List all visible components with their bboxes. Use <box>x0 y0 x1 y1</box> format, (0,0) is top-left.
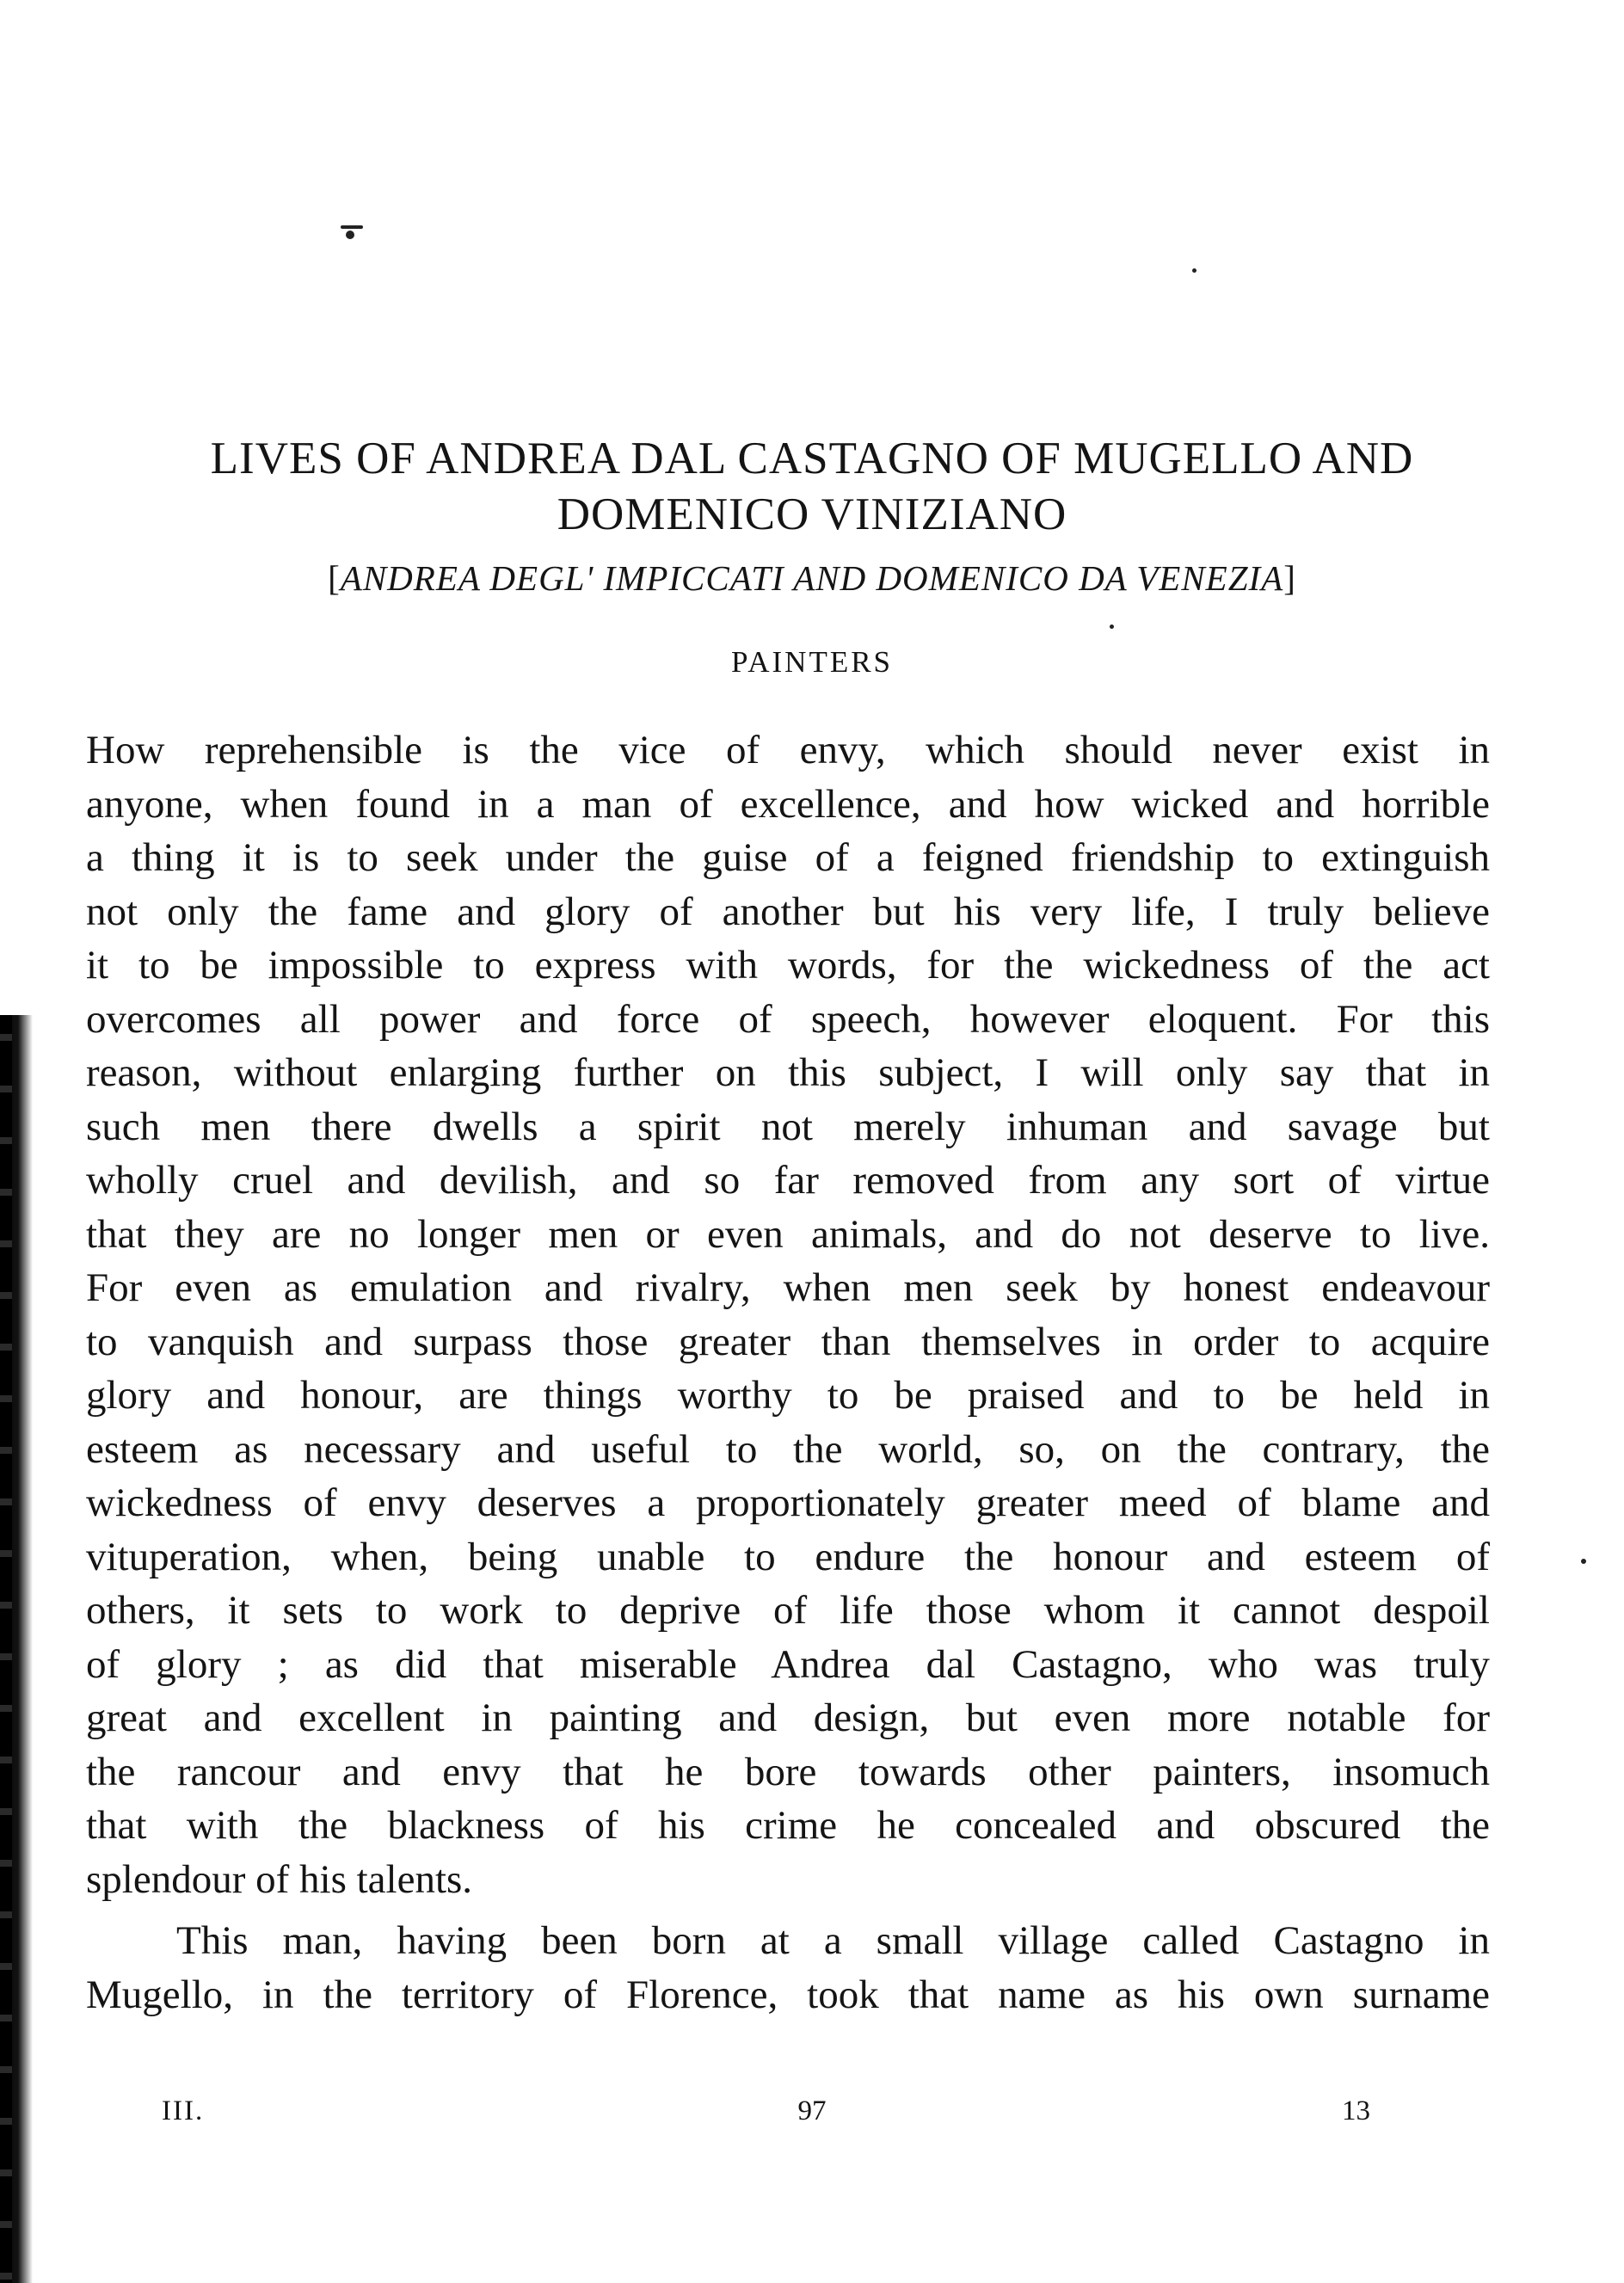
text-line: the rancour and envy that he bore towards other painters, insomuch <box>86 1749 1490 1794</box>
text-line: to vanquish and surpass those greater than themselves in order to acquire <box>86 1319 1490 1364</box>
text-line: esteem as necessary and useful to the world, so, on the contrary, the <box>86 1426 1490 1472</box>
text-line: that with the blackness of his crime he concealed and obscured the <box>86 1803 1490 1848</box>
paragraph-2 <box>86 1914 1490 2021</box>
text-line: wholly cruel and devilish, and so far removed from any sort of virtue <box>86 1158 1490 1203</box>
signature-mark: III. <box>162 2095 205 2126</box>
text-line: a thing it is to seek under the guise of a feigned friendship to extinguish <box>86 835 1490 880</box>
gathering-number: 13 <box>1342 2095 1370 2126</box>
text-line: anyone, when found in a man of excellence, and how wicked and horrible <box>86 781 1490 827</box>
subtitle-close-bracket: ] <box>1283 558 1296 598</box>
subtitle <box>0 558 1624 598</box>
text-line: overcomes all power and force of speech, however eloquent. For this <box>86 996 1490 1042</box>
scan-speck <box>1581 1559 1586 1564</box>
text-line: that they are no longer men or even animals, and do not deserve to live. <box>86 1211 1490 1257</box>
text-line: such men there dwells a spirit not merely inhuman and savage but <box>86 1104 1490 1149</box>
text-line: wickedness of envy deserves a proportionately greater meed of blame and <box>86 1480 1490 1525</box>
page-title-line-1: LIVES OF ANDREA DAL CASTAGNO OF MUGELLO AND <box>210 434 1414 483</box>
text-line: For even as emulation and rivalry, when men seek by honest endeavour <box>86 1265 1490 1310</box>
text-line: This man, having been born at a small village called Castagno in <box>176 1918 1490 1963</box>
subtitle-text: ANDREA DEGL' IMPICCATI AND DOMENICO DA VENEZIA <box>340 558 1284 598</box>
section-label: PAINTERS <box>730 645 894 679</box>
text-line: others, it sets to work to deprive of life those whom it cannot despoil <box>86 1588 1490 1633</box>
text-line: not only the fame and glory of another but his very life, I truly believe <box>86 889 1490 934</box>
scan-binding-shadow <box>0 1015 33 2283</box>
scan-speck <box>1110 625 1114 629</box>
text-line: splendour of his talents. <box>86 1856 473 1902</box>
text-line: reason, without enlarging further on this subject, I will only say that in <box>86 1050 1490 1095</box>
text-line: How reprehensible is the vice of envy, which should never exist in <box>86 728 1490 772</box>
scan-speck <box>341 225 363 229</box>
paragraph-1 <box>86 723 1490 1906</box>
text-line: vituperation, when, being unable to endure the honour and esteem of <box>86 1534 1490 1579</box>
subtitle-open-bracket: [ <box>328 558 341 598</box>
scan-speck <box>1192 268 1196 273</box>
page-title-line-2: DOMENICO VINIZIANO <box>557 489 1067 539</box>
text-line: glory and honour, are things worthy to be praised and to be held in <box>86 1373 1490 1418</box>
page-number: 97 <box>797 2095 827 2126</box>
text-line: it to be impossible to express with words, for the wickedness of the act <box>86 943 1490 988</box>
text-line: Mugello, in the territory of Florence, took that name as his own surname <box>86 1972 1490 2017</box>
text-line: of glory ; as did that miserable Andrea dal Castagno, who was truly <box>86 1641 1490 1687</box>
scan-speck <box>346 231 354 239</box>
text-line: great and excellent in painting and design, but even more notable for <box>86 1695 1490 1740</box>
